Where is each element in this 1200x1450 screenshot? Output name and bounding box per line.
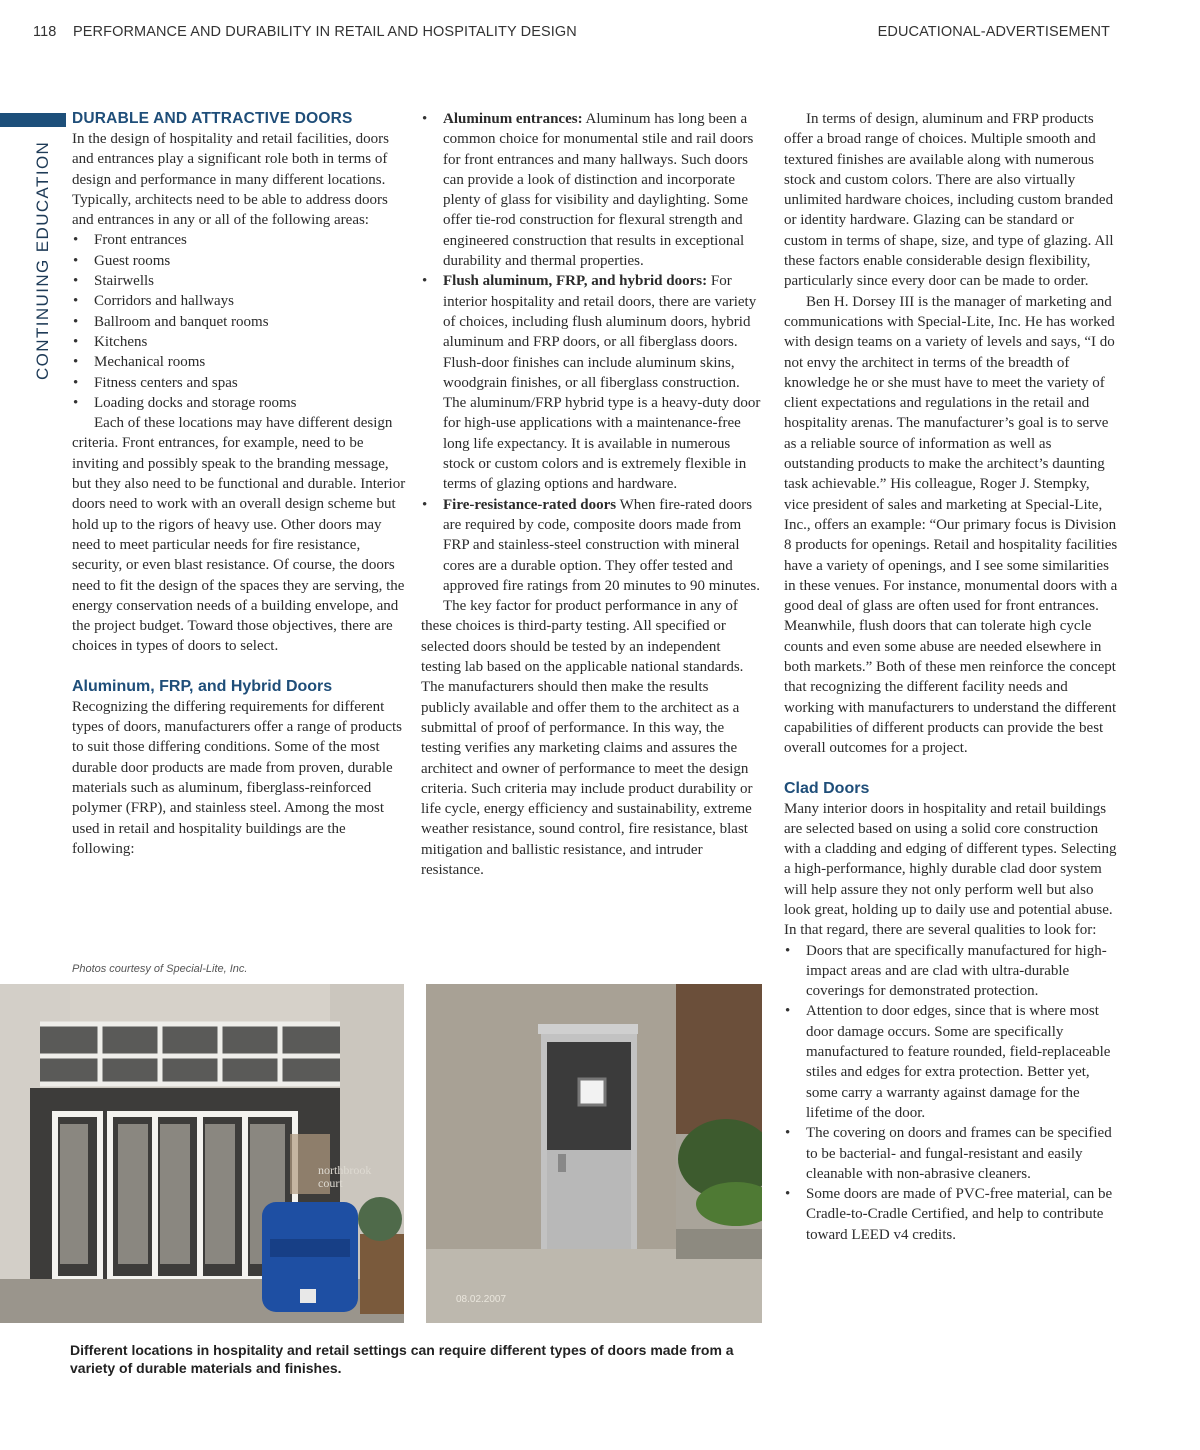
photo-storefront-entrance — [0, 984, 404, 1323]
section-heading: DURABLE AND ATTRACTIVE DOORS — [72, 110, 353, 127]
bullet-text: For interior hospitality and retail doors, there are variety of choices, including flush aluminum doors, hybrid aluminum and FRP doors, or all fiberglass doors. Flush-door finishes can include aluminum skins, woodgrain finishes, or all fiberglass construction. The aluminum/FRP hybrid type is a heavy-duty door for high-use applications with a maintenance-free long life expectancy. It is available in numerous stock or custom colors and is extremely flexible in terms of glazing options and hardware. — [443, 273, 761, 493]
list-item: • Kitchens — [72, 332, 409, 352]
page-header — [33, 24, 1110, 44]
bullet-text: Aluminum has long been a common choice for monumental stile and rail doors for front entrances and many hallways. Such doors can provide a look of distinction and incorporate plenty of glass for visibility and daylighting. Some offer tie-rod construction for flexural strength and engineered construction that results in exceptional durability and thermal properties. — [443, 111, 754, 270]
list-item — [421, 109, 761, 271]
photo-caption: Different locations in hospitality and retail settings can require different types of doors made from a variety of durable materials and finishes. — [70, 1342, 734, 1376]
intro-paragraph: In the design of hospitality and retail facilities, doors and entrances play a significant role both in terms of design and performance in many different locations. Typically, architects need to be able to address doors and entrances in any or all of the following areas: — [72, 131, 390, 229]
column-2 — [421, 109, 761, 880]
body-paragraph: Each of these locations may have different design criteria. Front entrances, for example, need to be inviting and possibly speak to the branding message, but they also need to be functional and durable. Interior doors need to work with an overall design scheme but hold up to the rigors of heavy use. Other doors may need to meet particular needs for fire resistance, security, or even blast resistance. Of course, the doors need to fit the design of the spaces they are serving, the energy conservation needs of a building envelope, and the project budget. Toward those objectives, there are choices in types of doors to select. — [72, 415, 406, 655]
photo-credit: Photos courtesy of Special-Lite, Inc. — [72, 963, 248, 975]
store-sign: northbrook — [318, 1163, 372, 1177]
door-types-list — [421, 109, 761, 596]
column-1 — [72, 109, 409, 859]
body-paragraph: The key factor for product performance in any of these choices is third-party testing. All specified or selected doors should be tested by an independent testing lab based on the applicable national standards. The manufacturers should then make the results publicly available and offer them to the architect as a submittal of proof of performance. In this way, the testing verifies any marketing claims and assures the architect and owner of performance to meet the design criteria. Such criteria may include product durability or life cycle, energy efficiency and sustainability, extreme weather resistance, sound control, fire resistance, blast mitigation and ballistic resistance, and intruder resistance. — [421, 598, 753, 878]
subsection-heading: Aluminum, FRP, and Hybrid Doors — [72, 677, 333, 695]
page-number: 118 — [33, 24, 57, 40]
list-item: • Loading docks and storage rooms — [72, 393, 409, 413]
running-title: PERFORMANCE AND DURABILITY IN RETAIL AND HOSPITALITY DESIGN — [73, 24, 577, 40]
subsection-heading: Clad Doors — [784, 779, 870, 797]
photo-service-door — [426, 984, 762, 1323]
list-item: • Ballroom and banquet rooms — [72, 312, 409, 332]
body-paragraph: In terms of design, aluminum and FRP products offer a broad range of choices. Multiple smooth and textured finishes are available along with numerous stock and custom colors. There are also virtually unlimited hardware choices, including custom branded or identity hardware. Glazing can be standard or custom in terms of shape, size, and type of glazing. All these factors enable considerable design flexibility, particularly since every door can be made to order. — [784, 111, 1114, 290]
list-item: • Attention to door edges, since that is where most door damage occurs. Some are specifically manufactured to feature rounded, field-replaceable stiles and edges for extra protection. Better yet, some carry a warranty against damage for the lifetime of the door. — [784, 1001, 1118, 1123]
list-item: • Fitness centers and spas — [72, 373, 409, 393]
qualities-list — [784, 941, 1118, 1245]
list-item: • Mechanical rooms — [72, 352, 409, 372]
body-paragraph: Many interior doors in hospitality and retail buildings are selected based on using a solid core construction with a cladding and edging of different types. Selecting a high-performance, highly durable clad door system will help assure they not only perform well but also look great, holding up to daily use and potential abuse. In that regard, there are several qualities to look for: — [784, 800, 1117, 939]
list-item — [421, 271, 761, 494]
list-item: • Guest rooms — [72, 251, 409, 271]
list-item: • The covering on doors and frames can be specified to be bacterial- and fungal-resistant and easily cleanable with non-abrasive cleaners. — [784, 1123, 1118, 1184]
column-3 — [784, 109, 1118, 1245]
bullet-lead: Flush aluminum, FRP, and hybrid doors: — [443, 273, 708, 290]
list-item: • Corridors and hallways — [72, 291, 409, 311]
bullet-text: When fire-rated doors are required by code, composite doors made from FRP and stainless-steel construction with mineral cores are a durable option. They offer tested and approved fire ratings from 20 minutes to 90 minutes. — [443, 496, 761, 594]
sidebar-label: CONTINUING EDUCATION — [33, 140, 52, 380]
list-item: • Some doors are made of PVC-free material, can be Cradle-to-Cradle Certified, and help to contribute toward LEED v4 credits. — [784, 1184, 1118, 1245]
list-item: • Stairwells — [72, 271, 409, 291]
advertisement-label: EDUCATIONAL-ADVERTISEMENT — [877, 24, 1110, 40]
body-paragraph: Ben H. Dorsey III is the manager of marketing and communications with Special-Lite, Inc. He has worked with design teams on a variety of levels and says, “I do not envy the architect in terms of the breadth of knowledge he or she must have to meet the variety of client expectations and regulations in the retail and hospitality arenas. The manufacturer’s goal is to serve as a reliable source of information as well as outstanding products to make the architect’s daunting task achievable.” His colleague, Roger J. Stempky, vice president of sales and marketing at Special-Lite, Inc., offers an example: “Our primary focus is Division 8 products for openings. Retail and hospitality facilities have a variety of openings, and I see some similarities in these venues. For instance, monumental doors with a good deal of glass are often used for front entrances. Meanwhile, flush doors that can tolerate high cycle counts and even some abuse are needed elsewhere in both markets.” Both of these men reinforce the concept that recognizing the different facility needs and working with manufacturers to understand the different capabilities of different products can provide the best overall outcomes for a project. — [784, 293, 1118, 757]
list-item: • Doors that are specifically manufactured for high-impact areas and are clad with ultra-durable coverings for demonstrated protection. — [784, 941, 1118, 1002]
list-item: • Front entrances — [72, 230, 409, 250]
bullet-lead: Aluminum entrances: — [443, 111, 583, 127]
sidebar-accent-bar — [0, 113, 66, 127]
list-item — [421, 495, 761, 596]
body-paragraph: Recognizing the differing requirements for different types of doors, manufacturers offer a range of products to suit those differing conditions. Some of the most durable door products are made from proven, durable materials such as aluminum, fiberglass-reinforced polymer (FRP), and stainless steel. Among the most used in retail and hospitality buildings are the following: — [72, 698, 403, 857]
areas-list — [72, 230, 409, 413]
bullet-lead: Fire-resistance-rated doors — [443, 496, 617, 513]
photo-date-stamp: 08.02.2007 — [456, 1294, 507, 1305]
store-sign: court — [318, 1176, 343, 1190]
